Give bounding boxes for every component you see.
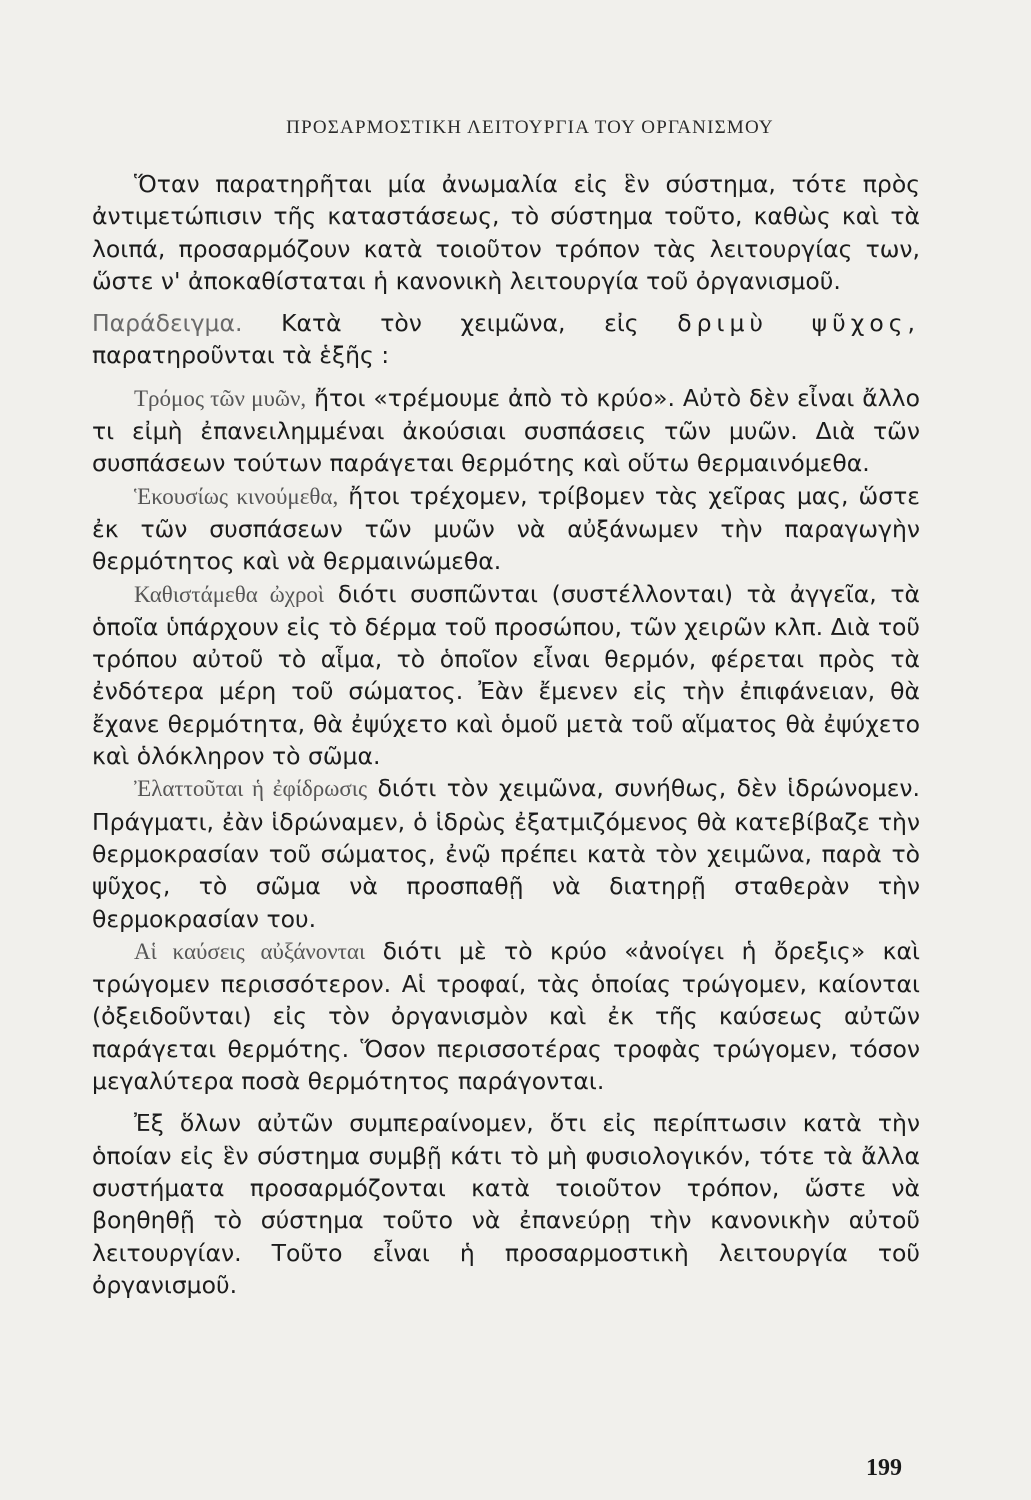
- section-heading: Τρόμος τῶν μυῶν,: [134, 385, 307, 411]
- section-paragraph: [92, 382, 920, 480]
- example-before: Κατὰ τὸν χειμῶνα, εἰς: [281, 309, 639, 338]
- section-heading: Αἱ καύσεις αὐξάνονται: [134, 938, 366, 964]
- example-spaced: δριμὺ ψῦχος,: [677, 309, 920, 338]
- intro-paragraph: Ὅταν παρατηρῆται μία ἀνωμαλία εἰς ἓν σύστημα, τότε πρὸς ἀντιμετώπισιν τῆς καταστάσεως, τὸ σύστημα τοῦτο, καθὼς καὶ τὰ λοιπά, προσαρμόζουν κατὰ τοιοῦτον τρόπον τὰς λειτουργίας των, ὥστε ν' ἀποκαθίσταται ἡ κανονικὴ λειτουργία τοῦ ὀργανισμοῦ.: [92, 170, 920, 295]
- section-paragraph: [92, 772, 920, 934]
- section-text: διότι συσπῶνται (συστέλλονται) τὰ ἀγγεῖα, τὰ ὁποῖα ὑπάρχουν εἰς τὸ δέρμα τοῦ προσώπου, τῶν χειρῶν κλπ. Διὰ τοῦ τρόπου αὐτοῦ τὸ αἷμα, τὸ ὁποῖον εἶναι θερμόν, φέρεται πρὸς τὰ ἐνδότερα μέρη τοῦ σώματος. Ἐὰν ἔμενεν εἰς τὴν ἐπιφάνειαν, θὰ ἔχανε θερμότητα, θὰ ἐψύχετο καὶ ὁμοῦ μετὰ τοῦ αἵματος θὰ ἐψύχετο καὶ ὁλόκληρον τὸ σῶμα.: [92, 579, 920, 771]
- section-text: ἤτοι «τρέμουμε ἀπὸ τὸ κρύο». Αὐτὸ δὲν εἶναι ἄλλο τι εἰμὴ ἐπανειλημμέναι ἀκούσιαι συσπάσεις τῶν μυῶν. Διὰ τῶν συσπάσεων τούτων παράγεται θερμότης καὶ οὕτω θερμαινόμεθα.: [92, 383, 920, 478]
- section-text: διότι τὸν χειμῶνα, συνήθως, δὲν ἱδρώνομεν. Πράγματι, ἐὰν ἱδρώναμεν, ὁ ἱδρὼς ἐξατμιζόμενος θὰ κατεβίβαζε τὴν θερμοκρασίαν τοῦ σώματος, ἐνῷ πρέπει κατὰ τὸν χειμῶνα, παρὰ τὸ ψῦχος, τὸ σῶμα νὰ προσπαθῇ νὰ διατηρῇ σταθερὰν τὴν θερμοκρασίαν του.: [92, 774, 920, 933]
- section-heading: Καθιστάμεθα ὠχροὶ: [134, 581, 325, 607]
- section-text: διότι μὲ τὸ κρύο «ἀνοίγει ἡ ὄρεξις» καὶ τρώγομεν περισσότερον. Αἱ τροφαί, τὰς ὁποίας τρώγομεν, καίονται (ὀξειδοῦνται) εἰς τὸν ὀργανισμὸν καὶ ἐκ τῆς καύσεως αὐτῶν παράγεται θερμότης. Ὅσον περισσοτέρας τροφὰς τρώγομεν, τόσον μεγαλύτερα ποσὰ θερμότητος παράγονται.: [92, 936, 920, 1096]
- example-paragraph: [92, 307, 920, 372]
- section-paragraph: [92, 935, 920, 1097]
- section-text: ἤτοι τρέχομεν, τρίβομεν τὰς χεῖρας μας, ὥστε ἐκ τῶν συσπάσεων τῶν μυῶν νὰ αὐξάνωμεν τὴν παραγωγὴν θερμότητος καὶ νὰ θερμαινώμεθα.: [92, 481, 920, 576]
- conclusion-paragraph: Ἐξ ὅλων αὐτῶν συμπεραίνομεν, ὅτι εἰς περίπτωσιν κατὰ τὴν ὁποίαν εἰς ἓν σύστημα συμβῇ κάτι τὸ μὴ φυσιολογικόν, τότε τὰ ἄλλα συστήματα προσαρμόζονται κατὰ τοιοῦτον τρόπον, ὥστε νὰ βοηθηθῇ τὸ σύστημα τοῦτο νὰ ἐπανεύρῃ τὴν κανονικὴν αὐτοῦ λειτουργίαν. Τοῦτο εἶναι ἡ προσαρμοστικὴ λειτουργία τοῦ ὀργανισμοῦ.: [92, 1109, 920, 1299]
- section-paragraph: [92, 578, 920, 773]
- running-header: ΠΡΟΣΑΡΜΟΣΤΙΚΗ ΛΕΙΤΟΥΡΓΙΑ ΤΟΥ ΟΡΓΑΝΙΣΜΟΥ: [286, 117, 774, 138]
- page-body: [92, 168, 920, 1301]
- section-heading: Ἐλαττοῦται ἡ ἐφίδρωσις: [134, 776, 368, 802]
- page-number: 199: [866, 1455, 902, 1481]
- section-heading: Ἑκουσίως κινούμεθα,: [134, 483, 339, 509]
- example-after: παρατηροῦνται τὰ ἑξῆς :: [92, 341, 390, 370]
- section-paragraph: [92, 480, 920, 578]
- example-label: Παράδειγμα.: [92, 309, 243, 338]
